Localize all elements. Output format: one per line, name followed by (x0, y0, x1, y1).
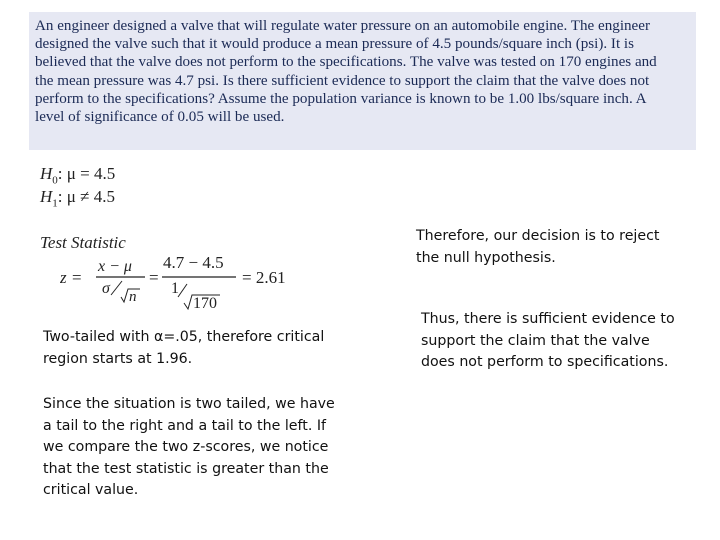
problem-line: believed that the valve does not perform to the specifications. The valve was tested on 170 engines and (35, 54, 657, 71)
h0-subscript: 0 (52, 174, 58, 187)
divide-slash (178, 284, 187, 297)
h1-subscript: 1 (52, 197, 58, 210)
h0-label: H (40, 164, 53, 183)
problem-line: perform to the specifications? Assume the population variance is known to be 1.00 lbs/square inch. A (35, 90, 647, 107)
sample-size-value: 170 (193, 295, 217, 312)
sample-size-n: n (129, 289, 137, 305)
z-result: = 2.61 (242, 268, 286, 287)
decision-text: Therefore, our decision is to reject the null hypothesis. (416, 228, 660, 266)
z-label: z = (60, 268, 83, 287)
comparison-text: Since the situation is two tailed, we have a tail to the right and a tail to the left. If we compare the two z-scores, we notice that the test statistic is greater than the critical value. (43, 396, 335, 498)
test-statistic-title: Test Statistic (40, 233, 126, 252)
problem-line: level of significance of 0.05 will be used. (35, 109, 285, 126)
h0-relation: : μ = 4.5 (57, 164, 116, 183)
h1-label: H (40, 187, 53, 206)
conclusion-text: Thus, there is sufficient evidence to support the claim that the valve does not perform to specifications. (421, 311, 675, 370)
problem-line: the mean pressure was 4.7 psi. Is there sufficient evidence to support the claim that the valve does not (35, 72, 650, 89)
h1-relation: : μ ≠ 4.5 (57, 187, 115, 206)
problem-line: designed the valve such that it would produce a mean pressure of 4.5 pounds/square inch (psi). It is (35, 36, 634, 53)
alternative-hypothesis (40, 187, 115, 209)
critical-region-text: Two-tailed with α=.05, therefore critical region starts at 1.96. (43, 329, 325, 367)
sigma-symbol: σ (102, 280, 110, 297)
sigma-value: 1 (171, 280, 179, 297)
problem-statement (29, 12, 696, 150)
null-hypothesis (40, 164, 115, 186)
equals-sign: = (149, 268, 159, 287)
formula-numerator: x − μ (98, 258, 132, 275)
divide-slash (111, 281, 122, 295)
z-formula (60, 248, 320, 318)
problem-line: An engineer designed a valve that will regulate water pressure on an automobile engine. The engineer (35, 18, 650, 34)
numerator-values: 4.7 − 4.5 (163, 253, 224, 272)
